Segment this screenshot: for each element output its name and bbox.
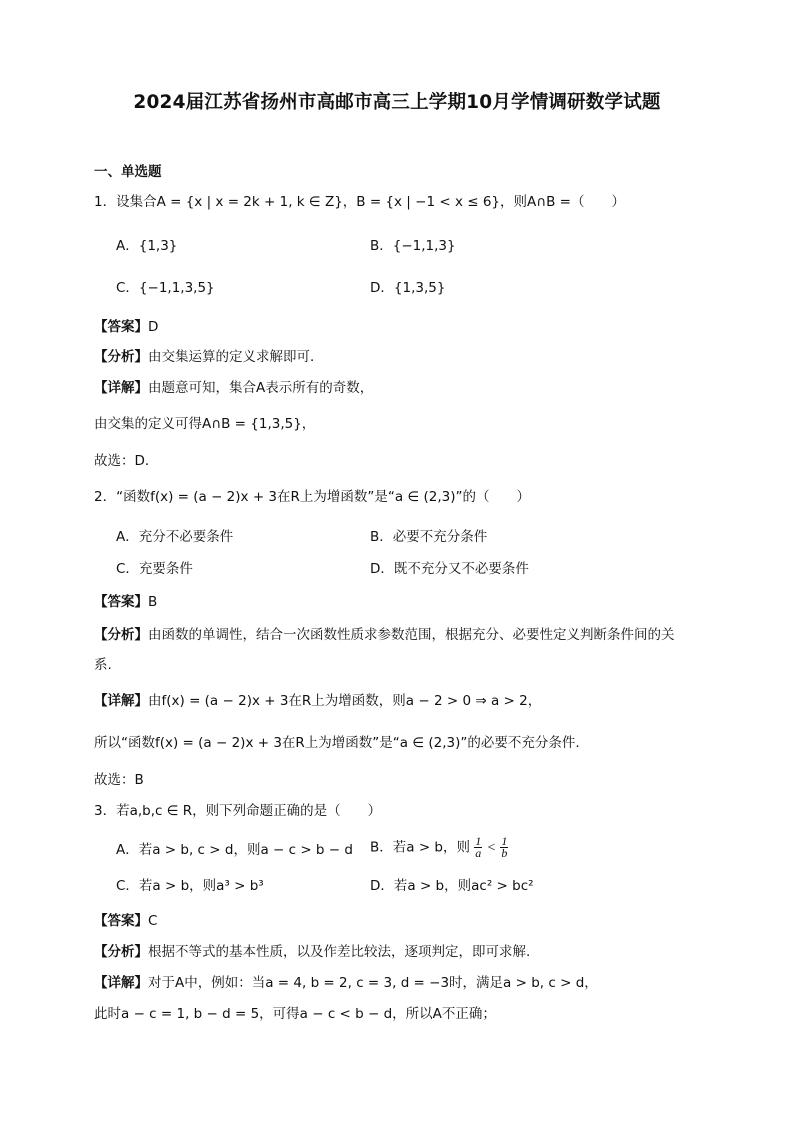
q2-option-d: D．既不充分又不必要条件 (370, 561, 529, 577)
analysis-tag: 【分析】 (94, 944, 148, 960)
section-heading: 一、单选题 (94, 164, 162, 180)
fraction-numerator: 1 (475, 834, 482, 848)
answer-tag: 【答案】 (94, 319, 148, 335)
analysis-text: 由函数的单调性，结合一次函数性质求参数范围，根据充分、必要性定义判断条件间的关 (148, 627, 675, 643)
q2-analysis (94, 625, 675, 645)
q1-option-d: D．{1,3,5} (370, 280, 446, 296)
q3-detail (94, 973, 598, 993)
q2-option-a: A．充分不必要条件 (116, 529, 234, 545)
q2-detail-line2: 所以“函数f(x) = (a − 2)x + 3在R上为增函数”是“a ∈ (2,3)”的必要不充分条件. (94, 735, 580, 751)
q3-option-b-prefix: B．若a > b，则 (370, 839, 470, 856)
q2-detail (94, 691, 541, 711)
analysis-text: 由交集运算的定义求解即可． (148, 349, 324, 365)
q2-option-b: B．必要不充分条件 (370, 529, 488, 545)
q1-analysis (94, 347, 324, 367)
detail-tag: 【详解】 (94, 693, 148, 709)
fraction-denominator: b (501, 846, 508, 860)
q1-option-a: A．{1,3} (116, 238, 178, 254)
answer-value: D (148, 319, 159, 335)
detail-tag: 【详解】 (94, 975, 148, 991)
q3-option-b (370, 836, 508, 859)
page-title: 2024届江苏省扬州市高邮市高三上学期10月学情调研数学试题 (133, 92, 661, 113)
q1-answer (94, 317, 158, 337)
q3-option-a: A．若a > b, c > d，则a − c > b − d (116, 842, 353, 858)
fraction-1-over-b (500, 836, 508, 859)
detail-text: 由f(x) = (a − 2)x + 3在R上为增函数，则a − 2 > 0 ⇒ a > 2， (148, 693, 542, 709)
q2-stem: 2．“函数f(x) = (a − 2)x + 3在R上为增函数”是“a ∈ (2,3)”的（ ） (94, 489, 530, 505)
q2-answer (94, 592, 157, 612)
analysis-text: 根据不等式的基本性质，以及作差比较法，逐项判定，即可求解. (148, 944, 531, 960)
q1-option-b: B．{−1,1,3} (370, 238, 456, 254)
q3-option-d: D．若a > b，则ac² > bc² (370, 878, 534, 894)
q3-stem: 3．若a,b,c ∈ R，则下列命题正确的是（ ） (94, 803, 382, 819)
q1-detail-line2: 由交集的定义可得A∩B = {1,3,5}， (94, 416, 316, 432)
less-than-sign: < (486, 840, 497, 856)
q1-detail (94, 378, 373, 398)
fraction-1-over-a (474, 836, 482, 859)
q3-detail-line2: 此时a − c = 1, b − d = 5，可得a − c < b − d，所以A不正确； (94, 1006, 496, 1022)
answer-tag: 【答案】 (94, 594, 148, 610)
q3-analysis (94, 942, 530, 962)
answer-tag: 【答案】 (94, 913, 148, 929)
q1-option-c: C．{−1,1,3,5} (116, 280, 215, 296)
fraction-denominator: a (475, 846, 482, 860)
detail-tag: 【详解】 (94, 380, 148, 396)
q1-choose: 故选：D． (94, 453, 159, 469)
answer-value: B (148, 594, 158, 610)
q1-stem: 1．设集合A = {x | x = 2k + 1, k ∈ Z}，B = {x | −1 < x ≤ 6}，则A∩B =（ ） (94, 194, 625, 210)
q3-answer (94, 911, 157, 931)
answer-value: C (148, 913, 158, 929)
q2-analysis-line2: 系. (94, 657, 112, 673)
detail-text: 由题意可知，集合A表示所有的奇数， (148, 380, 374, 396)
analysis-tag: 【分析】 (94, 349, 148, 365)
q2-choose: 故选：B (94, 772, 144, 788)
analysis-tag: 【分析】 (94, 627, 148, 643)
q2-option-c: C．充要条件 (116, 561, 193, 577)
q3-option-c: C．若a > b，则a³ > b³ (116, 878, 264, 894)
detail-text: 对于A中，例如：当a = 4, b = 2, c = 3, d = −3时，满足a > b, c > d， (148, 975, 598, 991)
fraction-numerator: 1 (501, 834, 508, 848)
